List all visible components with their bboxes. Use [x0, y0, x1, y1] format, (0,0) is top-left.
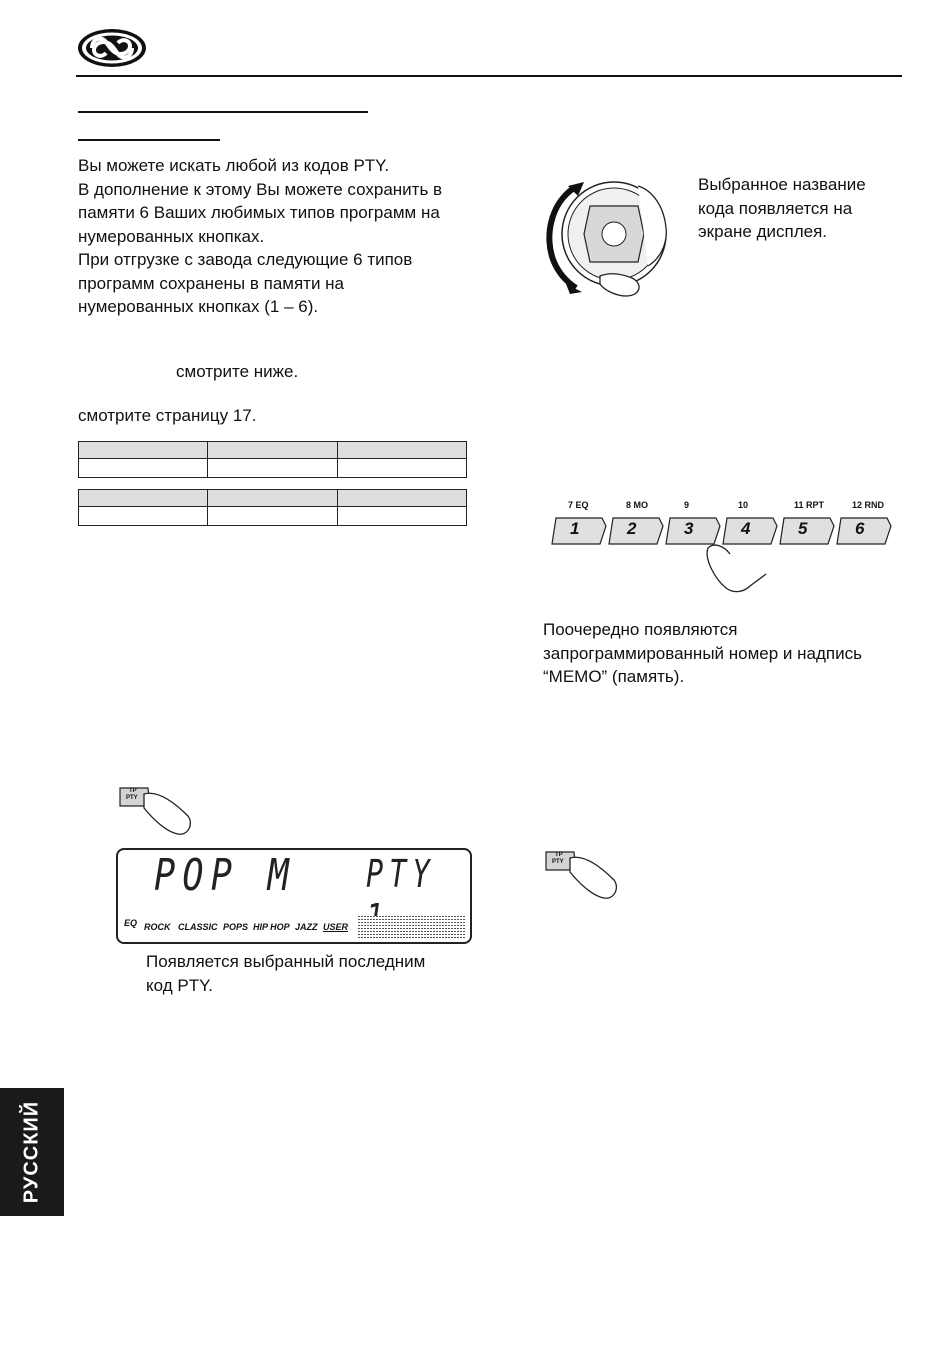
eq-mode-classic: CLASSIC [178, 922, 218, 932]
tp-label: TP [129, 788, 137, 794]
eq-mode-hiphop: HIP HOP [253, 922, 290, 932]
button-top-label: 12 RND [852, 500, 885, 510]
display-caption [146, 950, 466, 997]
control-dial-illustration[interactable] [540, 176, 680, 304]
intro-line: В дополнение к этому Вы можете сохранить в [78, 179, 443, 199]
lcd-pty-text: PTY [366, 852, 436, 896]
eq-mode-user: USER [323, 922, 349, 932]
eq-mode-pops: POPS [223, 922, 249, 932]
intro-line: Вы можете искать любой из кодов PTY. [78, 156, 390, 175]
see-below-text: смотрите ниже. [176, 362, 299, 381]
language-tab-label: РУССКИЙ [20, 1100, 43, 1204]
button-top-label: 8 MO [626, 500, 649, 510]
table-row [79, 442, 467, 459]
section-title-rule [78, 111, 368, 113]
intro-line: При отгрузке с завода следующие 6 типов [78, 250, 413, 269]
number-button-4[interactable]: 4 [741, 519, 751, 538]
table-row [79, 507, 467, 526]
dial-caption-line: Выбранное название [698, 175, 866, 194]
intro-line: нумерованных кнопках. [78, 226, 265, 246]
number-button-2[interactable]: 2 [627, 519, 637, 538]
memo-caption-line: “MEMO” (память). [543, 667, 685, 686]
number-button-1[interactable]: 1 [570, 519, 580, 538]
button-top-label: 9 [684, 500, 690, 510]
button-top-label: 11 RPT [794, 500, 825, 510]
intro-line: памяти 6 Ваших любимых типов программ на [78, 203, 440, 222]
dial-caption-line: экране дисплея. [698, 222, 828, 241]
pty-label: PTY [552, 859, 564, 865]
level-meter-icon [358, 916, 466, 938]
display-caption-line: Появляется выбранный последним [146, 952, 426, 971]
intro-line: нумерованных кнопках (1 – 6). [78, 297, 319, 316]
eq-mode-rock: ROCK [144, 922, 171, 932]
eq-mode-jazz: JAZZ [295, 922, 318, 932]
table-row [79, 490, 467, 507]
display-caption-line: код PTY. [146, 975, 213, 995]
number-button-6[interactable]: 6 [855, 519, 865, 538]
table-row [79, 459, 467, 478]
tp-pty-button[interactable] [118, 784, 196, 840]
header-rule [76, 75, 902, 77]
pty-label: PTY [126, 795, 138, 801]
button-top-label: 10 [738, 500, 749, 510]
tp-pty-button-second[interactable] [544, 848, 622, 904]
intro-line: программ сохранены в памяти на [78, 273, 345, 293]
pty-preset-table-2 [78, 489, 467, 526]
number-button-3[interactable]: 3 [684, 519, 694, 538]
lcd-main-text: POP M [154, 850, 296, 901]
see-page-text: смотрите страницу 17. [78, 406, 257, 425]
memo-caption [543, 618, 903, 689]
eq-marker: EQ [124, 918, 138, 928]
pty-preset-table-1 [78, 441, 467, 478]
number-button-5[interactable]: 5 [798, 519, 808, 538]
section-subtitle-rule [78, 139, 220, 141]
dial-caption [698, 173, 918, 244]
memo-caption-line: запрограммированный номер и надпись [543, 643, 862, 663]
finger-press-icon [700, 540, 770, 596]
lcd-display [116, 848, 472, 944]
tp-label: TP [555, 852, 563, 858]
language-tab [0, 1088, 64, 1216]
brand-logo-icon [76, 28, 148, 68]
intro-paragraph [78, 154, 488, 319]
button-top-label: 7 EQ [568, 500, 589, 510]
dial-caption-line: кода появляется на [698, 198, 853, 218]
memo-caption-line: Поочередно появляются [543, 620, 738, 639]
